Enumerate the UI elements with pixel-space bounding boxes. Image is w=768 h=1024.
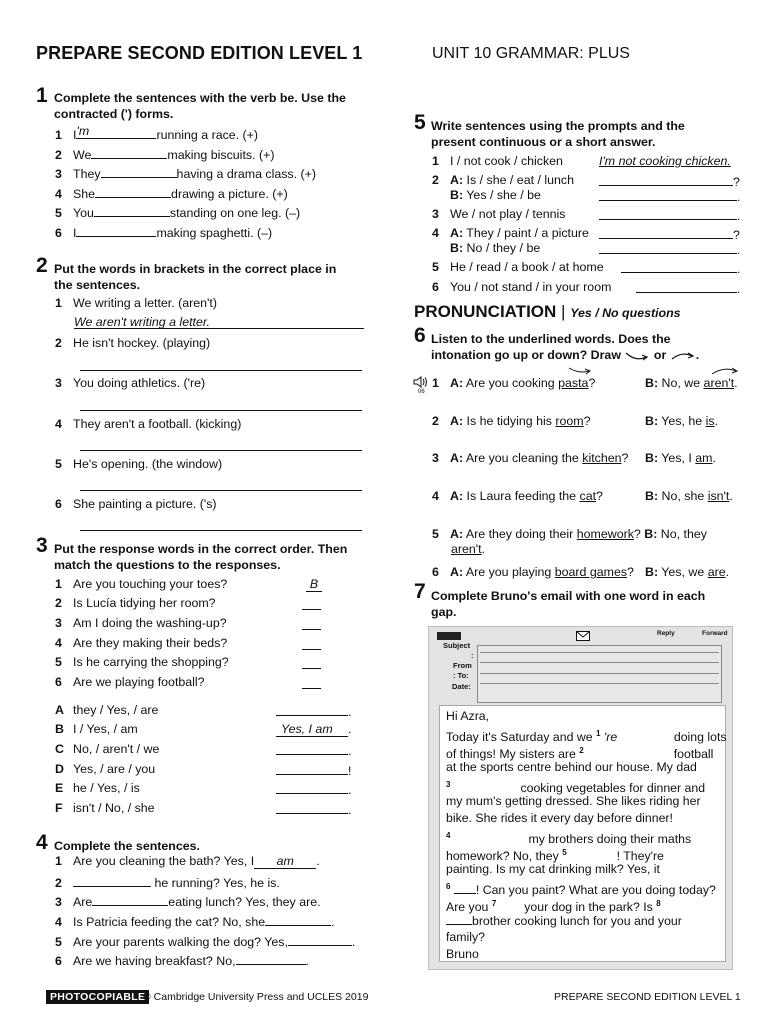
ex3-response-f: F isn't / No, / she [55, 801, 155, 815]
ex3-answer-1[interactable]: B [306, 577, 322, 592]
email-line: Hi Azra, [446, 709, 490, 723]
ex3-question-5: 5 Is he carrying the shopping? [55, 655, 229, 669]
ex6-response-1: B: No, we aren't. [645, 376, 738, 390]
envelope-icon[interactable] [576, 631, 590, 641]
answer-blank[interactable] [94, 204, 170, 217]
email-line: my mum's getting dressed. She likes riding her [446, 794, 701, 808]
gap-1[interactable]: 're [603, 730, 618, 745]
ex6-example-arrow-up-icon [710, 366, 740, 376]
ex4-item-1: 1 Are you cleaning the bath? Yes, I am . [55, 854, 320, 868]
answer-line[interactable] [80, 370, 362, 371]
pronunciation-heading: PRONUNCIATION | Yes / No questions [414, 302, 681, 321]
audio-track-number: 06 [418, 389, 425, 395]
answer-blank[interactable]: am [254, 854, 316, 869]
copyright-text: © Cambridge University Press and UCLES 2019 [143, 991, 369, 1003]
page-title: PREPARE SECOND EDITION LEVEL 1 [36, 43, 363, 63]
ex6-item-3: 3 A: Are you cleaning the kitchen? [432, 451, 629, 465]
intonation-up-arrow-icon [670, 350, 696, 362]
email-line: Are you $^7$ your dog in the park? Is $^8$ [446, 899, 661, 915]
ex6-example-arrow-down-icon [567, 366, 593, 376]
exercise-6-instruction: Listen to the underlined words. Does the [431, 332, 671, 346]
exercise-6-instruction-2: intonation go up or down? Draw or . [431, 348, 700, 362]
answer-blank[interactable] [265, 913, 331, 926]
exercise-3-instruction: Put the response words in the correct order. Then [54, 542, 348, 556]
ex3-question-4: 4 Are they making their beds? [55, 636, 228, 650]
exercise-2-instruction: Put the words in brackets in the correct place in [54, 262, 337, 276]
exercise-3-instruction-2: match the questions to the responses. [54, 558, 281, 572]
ex3-response-d: D Yes, / are / you [55, 762, 156, 776]
exercise-4-instruction: Complete the sentences. [54, 839, 200, 853]
from-label: From [453, 661, 472, 670]
ex4-item-5: 5 Are your parents walking the dog? Yes, . [55, 935, 356, 949]
exercise-6-number: 6 [414, 324, 426, 347]
ex5-answer-line-4a[interactable]: ? [599, 226, 740, 242]
ex1-item-2: 2 We making biscuits. (+) [55, 148, 275, 162]
ex2-item-3: 3 You doing athletics. ('re) [55, 376, 206, 390]
ex6-item-4: 4 A: Is Laura feeding the cat? [432, 489, 603, 503]
ex1-item-4: 4 She drawing a picture. (+) [55, 187, 288, 201]
gap-8[interactable] [446, 912, 472, 925]
answer-blank[interactable]: 'm [76, 126, 156, 139]
ex3-question-2: 2 Is Lucía tidying her room? [55, 596, 216, 610]
subject-label: Subject [443, 641, 471, 650]
exercise-3-number: 3 [36, 534, 48, 557]
email-line: bike. She rides it every day before dinner! [446, 811, 673, 825]
answer-line[interactable] [80, 410, 362, 411]
ex3-response-c-blank[interactable]: . [276, 742, 351, 758]
footer-level: PREPARE SECOND EDITION LEVEL 1 [554, 991, 741, 1003]
email-line: $^6$ ! Can you paint? What are you doing today? [446, 882, 716, 898]
ex5-item-2: 2 A: Is / she / eat / lunch [432, 173, 574, 187]
ex1-item-5: 5 You standing on one leg. (–) [55, 206, 301, 220]
ex4-item-3: 3 Are eating lunch? Yes, they are. [55, 895, 321, 909]
forward-button[interactable]: Forward [702, 630, 728, 637]
email-toolbar-icons[interactable] [437, 632, 461, 640]
ex6-response-6: B: Yes, we are. [645, 565, 730, 579]
ex6-response-5: aren't. [451, 542, 486, 556]
ex1-item-1: 1 I 'm running a race. (+) [55, 124, 259, 142]
ex5-answer-line-5[interactable]: . [621, 260, 740, 276]
ex3-response-a: A they / Yes, / are [55, 703, 159, 717]
answer-blank[interactable] [95, 185, 171, 198]
answer-line[interactable] [302, 629, 321, 630]
gap-6[interactable] [454, 881, 476, 894]
email-line: painting. Is my cat drinking milk? Yes, it [446, 862, 660, 876]
email-signature: Bruno [446, 947, 479, 961]
email-line: of things! My sisters are $^2$ football [446, 746, 714, 762]
ex1-item-3: 3 They having a drama class. (+) [55, 167, 317, 181]
exercise-7-instruction-2: gap. [431, 605, 457, 619]
ex4-item-4: 4 Is Patricia feeding the cat? No, she . [55, 915, 335, 929]
answer-line[interactable] [302, 668, 321, 669]
ex5-answer-line-4b[interactable]: . [599, 241, 740, 257]
ex3-response-f-blank[interactable]: . [276, 801, 351, 817]
ex6-response-4: B: No, she isn't. [645, 489, 733, 503]
answer-line[interactable] [80, 450, 362, 451]
ex5-answer-line-2b[interactable]: . [599, 188, 740, 204]
ex6-item-1: 1 A: Are you cooking pasta? [432, 376, 596, 390]
ex3-response-b-blank[interactable]: Yes, I am . [276, 722, 351, 737]
ex5-item-5: 5 He / read / a book / at home [432, 260, 604, 274]
email-line: $^4$ my brothers doing their maths [446, 831, 692, 847]
exercise-7-instruction: Complete Bruno's email with one word in each [431, 589, 706, 603]
answer-blank[interactable] [76, 224, 156, 237]
ex3-question-1: 1 Are you touching your toes? [55, 577, 228, 591]
exercise-1-instruction: Complete the sentences with the verb be. Use the [54, 91, 346, 105]
answer-blank[interactable] [73, 874, 151, 887]
ex6-item-6: 6 A: Are you playing board games? [432, 565, 634, 579]
ex4-item-2: 2 he running? Yes, he is. [55, 876, 280, 890]
photocopiable-badge: PHOTOCOPIABLE [46, 990, 149, 1004]
exercise-1-number: 1 [36, 84, 48, 107]
answer-blank[interactable] [236, 952, 306, 965]
reply-button[interactable]: Reply [657, 630, 675, 637]
email-window [428, 626, 733, 970]
email-line: $^3$ cooking vegetables for dinner and [446, 780, 706, 796]
exercise-5-instruction: Write sentences using the prompts and the [431, 119, 685, 133]
ex5-answer-line-2a[interactable]: ? [599, 173, 740, 189]
colon-label: : [471, 651, 474, 660]
exercise-1-instruction-2: contracted (') forms. [54, 107, 174, 121]
answer-line[interactable] [80, 530, 362, 531]
ex5-item-1: 1 I / not cook / chicken [432, 154, 563, 168]
ex2-item-6: 6 She painting a picture. ('s) [55, 497, 217, 511]
answer-blank[interactable] [91, 146, 167, 159]
ex6-response-3: B: Yes, I am. [645, 451, 716, 465]
exercise-5-instruction-2: present continuous or a short answer. [431, 135, 656, 149]
ex2-item-5: 5 He's opening. (the window) [55, 457, 223, 471]
email-line: homework? No, they $^5$ ! They're [446, 848, 664, 864]
email-header-fields[interactable] [477, 645, 722, 703]
answer-blank[interactable] [101, 165, 177, 178]
email-line: brother cooking lunch for you and your [446, 912, 682, 930]
answer-line[interactable] [80, 490, 362, 491]
ex5-item-6: 6 You / not stand / in your room [432, 280, 612, 294]
exercise-4-number: 4 [36, 831, 48, 854]
answer-blank[interactable] [92, 893, 168, 906]
ex5-item-4b: B: No / they / be [450, 241, 541, 255]
ex3-response-c: C No, / aren't / we [55, 742, 160, 756]
ex2-item-4: 4 They aren't a football. (kicking) [55, 417, 242, 431]
ex6-item-5: 5 A: Are they doing their homework? B: No, they [432, 527, 707, 541]
ex5-answer-line-3[interactable]: . [599, 207, 740, 223]
answer-blank[interactable] [288, 933, 352, 946]
answer-line[interactable] [302, 688, 321, 689]
ex1-item-6: 6 I making spaghetti. (–) [55, 226, 273, 240]
email-line: Today it's Saturday and we $^1$ 're doing lots [446, 729, 727, 745]
ex4-item-6: 6 Are we having breakfast? No, . [55, 954, 309, 968]
ex3-response-e-blank[interactable]: . [276, 781, 351, 797]
ex2-answer-1: We aren't writing a letter. [74, 315, 210, 329]
ex5-item-4: 4 A: They / paint / a picture [432, 226, 589, 240]
ex3-response-e: E he / Yes, / is [55, 781, 140, 795]
ex5-item-3: 3 We / not play / tennis [432, 207, 566, 221]
answer-line[interactable] [302, 609, 321, 610]
to-label: : To: [453, 671, 469, 680]
unit-title: UNIT 10 GRAMMAR: PLUS [432, 45, 630, 62]
ex6-item-2: 2 A: Is he tidying his room? [432, 414, 591, 428]
ex3-response-d-blank[interactable]: ! [276, 762, 351, 778]
answer-line[interactable] [302, 649, 321, 650]
ex3-response-a-blank[interactable]: . [276, 703, 351, 719]
ex2-item-1: 1 We writing a letter. (aren't) [55, 296, 217, 310]
exercise-7-number: 7 [414, 580, 426, 603]
ex3-question-6: 6 Are we playing football? [55, 675, 205, 689]
date-label: Date: [452, 682, 471, 691]
email-line: at the sports centre behind our house. My dad [446, 760, 697, 774]
exercise-2-instruction-2: the sentences. [54, 278, 141, 292]
ex5-answer-line-6[interactable]: . [636, 280, 740, 296]
ex2-item-2: 2 He isn't hockey. (playing) [55, 336, 211, 350]
ex5-item-2b: B: Yes / she / be [450, 188, 541, 202]
email-line: family? [446, 930, 485, 944]
ex3-response-b: B I / Yes, / am [55, 722, 138, 736]
ex5-answer-1: I'm not cooking chicken. [599, 154, 731, 168]
email-body [439, 705, 726, 962]
ex6-response-2: B: Yes, he is. [645, 414, 719, 428]
exercise-5-number: 5 [414, 111, 426, 134]
intonation-down-arrow-icon [624, 350, 650, 362]
ex3-question-3: 3 Am I doing the washing-up? [55, 616, 227, 630]
exercise-2-number: 2 [36, 254, 48, 277]
answer-line[interactable] [74, 328, 364, 329]
